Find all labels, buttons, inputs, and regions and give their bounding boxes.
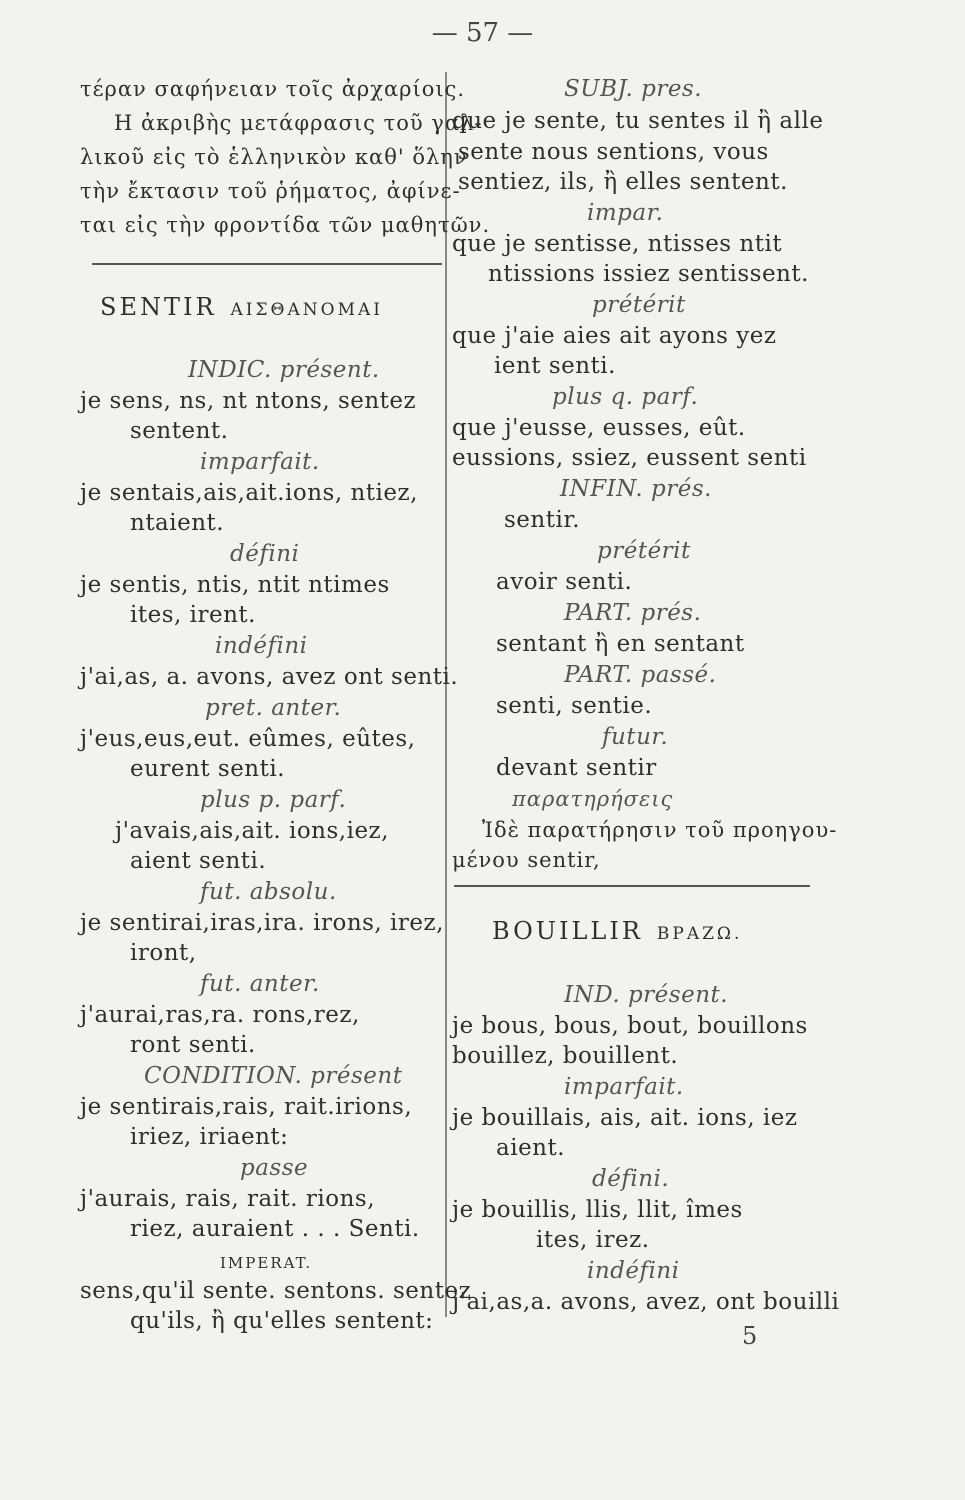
tense-heading: futur.: [602, 724, 669, 750]
conjugation-line: que je sente, tu sentes il ἢ alle: [452, 108, 824, 134]
conjugation-line: j'avais,ais,ait. ions,iez,: [115, 818, 389, 844]
conjugation-line: je sentis, ntis, ntit ntimes: [80, 572, 390, 598]
conjugation-line: ient senti.: [494, 353, 616, 379]
conjugation-line: je sens, ns, nt ntons, sentez: [80, 388, 417, 414]
conjugation-line: ntissions issiez sentissent.: [488, 261, 809, 287]
conjugation-line: bouillez, bouillent.: [452, 1043, 679, 1069]
conjugation-line: sens,qu'il sente. sentons. sentez: [80, 1278, 472, 1304]
verb-title: SENTIR: [100, 293, 217, 321]
tense-heading: défini: [230, 541, 300, 567]
mood-heading: INFIN. prés.: [560, 476, 712, 502]
tense-heading: défini.: [592, 1166, 670, 1192]
conjugation-line: aient.: [496, 1135, 566, 1161]
conjugation-line: eussions, ssiez, eussent senti: [452, 445, 807, 471]
conjugation-line: eurent senti.: [130, 756, 286, 782]
section-title: [492, 916, 742, 949]
tense-heading: plus p. parf.: [200, 787, 347, 813]
verb-title-greek: ΒΡΑΖΩ.: [656, 924, 743, 944]
tense-heading: passe: [240, 1155, 309, 1181]
section-rule: [454, 885, 810, 887]
conjugation-line: riez, auraient . . . Senti.: [130, 1216, 420, 1242]
conjugation-line: je bouillais, ais, ait. ions, iez: [452, 1105, 798, 1131]
conjugation-line: que je sentisse, ntisses ntit: [452, 231, 783, 257]
intro-line: λικοῦ εἰς τὸ ἑλληνικὸν καθ' ὅλην: [80, 145, 468, 169]
conjugation-line: que j'eusse, eusses, eût.: [452, 415, 746, 441]
conjugation-line: ntaient.: [130, 510, 225, 536]
conjugation-line: je bouillis, llis, llit, îmes: [452, 1197, 743, 1223]
conjugation-line: ites, irent.: [130, 602, 256, 628]
conjugation-line: j'aurais, rais, rait. rions,: [80, 1186, 376, 1212]
conjugation-line: sentent.: [130, 418, 229, 444]
tense-heading: impar.: [587, 200, 664, 226]
intro-line: τέραν σαφήνειαν τοῖς ἀρχαρίοις.: [80, 77, 466, 101]
conjugation-line: sentiez, ils, ἢ elles sentent.: [458, 169, 788, 195]
conjugation-line: que j'aie aies ait ayons yez: [452, 323, 777, 349]
section-rule: [92, 263, 442, 265]
conjugation-line: avoir senti.: [496, 569, 633, 595]
mood-heading: CONDITION. présent: [144, 1063, 403, 1089]
conjugation-line: ites, irez.: [536, 1227, 650, 1253]
tense-heading: indéfini: [587, 1258, 680, 1284]
tense-heading: fut. anter.: [200, 971, 320, 997]
conjugation-line: j'eus,eus,eut. eûmes, eûtes,: [80, 726, 416, 752]
intro-line: Η ἀκριβὴς μετάφρασις τοῦ γαλ-: [114, 111, 483, 135]
tense-heading: prétérit: [597, 538, 691, 564]
tense-heading: indéfini: [215, 633, 308, 659]
mood-heading: IMPERAT.: [220, 1254, 313, 1272]
intro-line: τὴν ἔκτασιν τοῦ ῥήματος, ἀφίνε-: [80, 179, 461, 203]
conjugation-line: je bous, bous, bout, bouillons: [452, 1013, 808, 1039]
conjugation-line: qu'ils, ἢ qu'elles sentent:: [130, 1308, 434, 1334]
verb-title-greek: ΑΙΣΘΑΝΟΜΑΙ: [230, 300, 383, 320]
remark-line: Ἰδὲ παρατήρησιν τοῦ προηγου-: [482, 818, 838, 842]
conjugation-line: sentant ἢ en sentant: [496, 631, 745, 657]
conjugation-line: j'aurai,ras,ra. rons,rez,: [80, 1002, 360, 1028]
tense-heading: plus q. parf.: [552, 384, 699, 410]
conjugation-line: iront,: [130, 940, 197, 966]
conjugation-line: devant sentir: [496, 755, 657, 781]
tense-heading: fut. absolu.: [200, 879, 337, 905]
remarks-heading: παρατηρήσεις: [512, 787, 674, 811]
page-number: — 57 —: [431, 18, 534, 48]
conjugation-line: sentir.: [504, 507, 581, 533]
mood-heading: PART. prés.: [564, 600, 702, 626]
conjugation-line: j'ai,as, a. avons, avez ont senti.: [80, 664, 459, 690]
mood-heading: SUBJ. pres.: [564, 76, 703, 102]
conjugation-line: sente nous sentions, vous: [458, 139, 769, 165]
conjugation-line: je sentais,ais,ait.ions, ntiez,: [80, 480, 418, 506]
tense-heading: pret. anter.: [205, 695, 342, 721]
conjugation-line: j'ai,as,a. avons, avez, ont bouilli: [452, 1289, 840, 1315]
conjugation-line: ront senti.: [130, 1032, 256, 1058]
signature-mark: 5: [742, 1322, 758, 1350]
tense-heading: IND. présent.: [564, 982, 729, 1008]
remark-line: μένου sentir,: [452, 848, 601, 872]
tense-heading: prétérit: [592, 292, 686, 318]
conjugation-line: je sentirais,rais, rait.irions,: [80, 1094, 413, 1120]
conjugation-line: aient senti.: [130, 848, 267, 874]
tense-heading: INDIC. présent.: [188, 357, 380, 383]
conjugation-line: senti, sentie.: [496, 693, 653, 719]
tense-heading: imparfait.: [564, 1074, 684, 1100]
column-divider: [445, 72, 447, 1317]
conjugation-line: je sentirai,iras,ira. irons, irez,: [80, 910, 444, 936]
verb-title: BOUILLIR: [492, 917, 643, 945]
section-title: [100, 292, 383, 325]
tense-heading: imparfait.: [200, 449, 320, 475]
conjugation-line: iriez, iriaent:: [130, 1124, 289, 1150]
intro-line: ται εἰς τὴν φροντίδα τῶν μαθητῶν.: [80, 213, 491, 237]
mood-heading: PART. passé.: [564, 662, 717, 688]
